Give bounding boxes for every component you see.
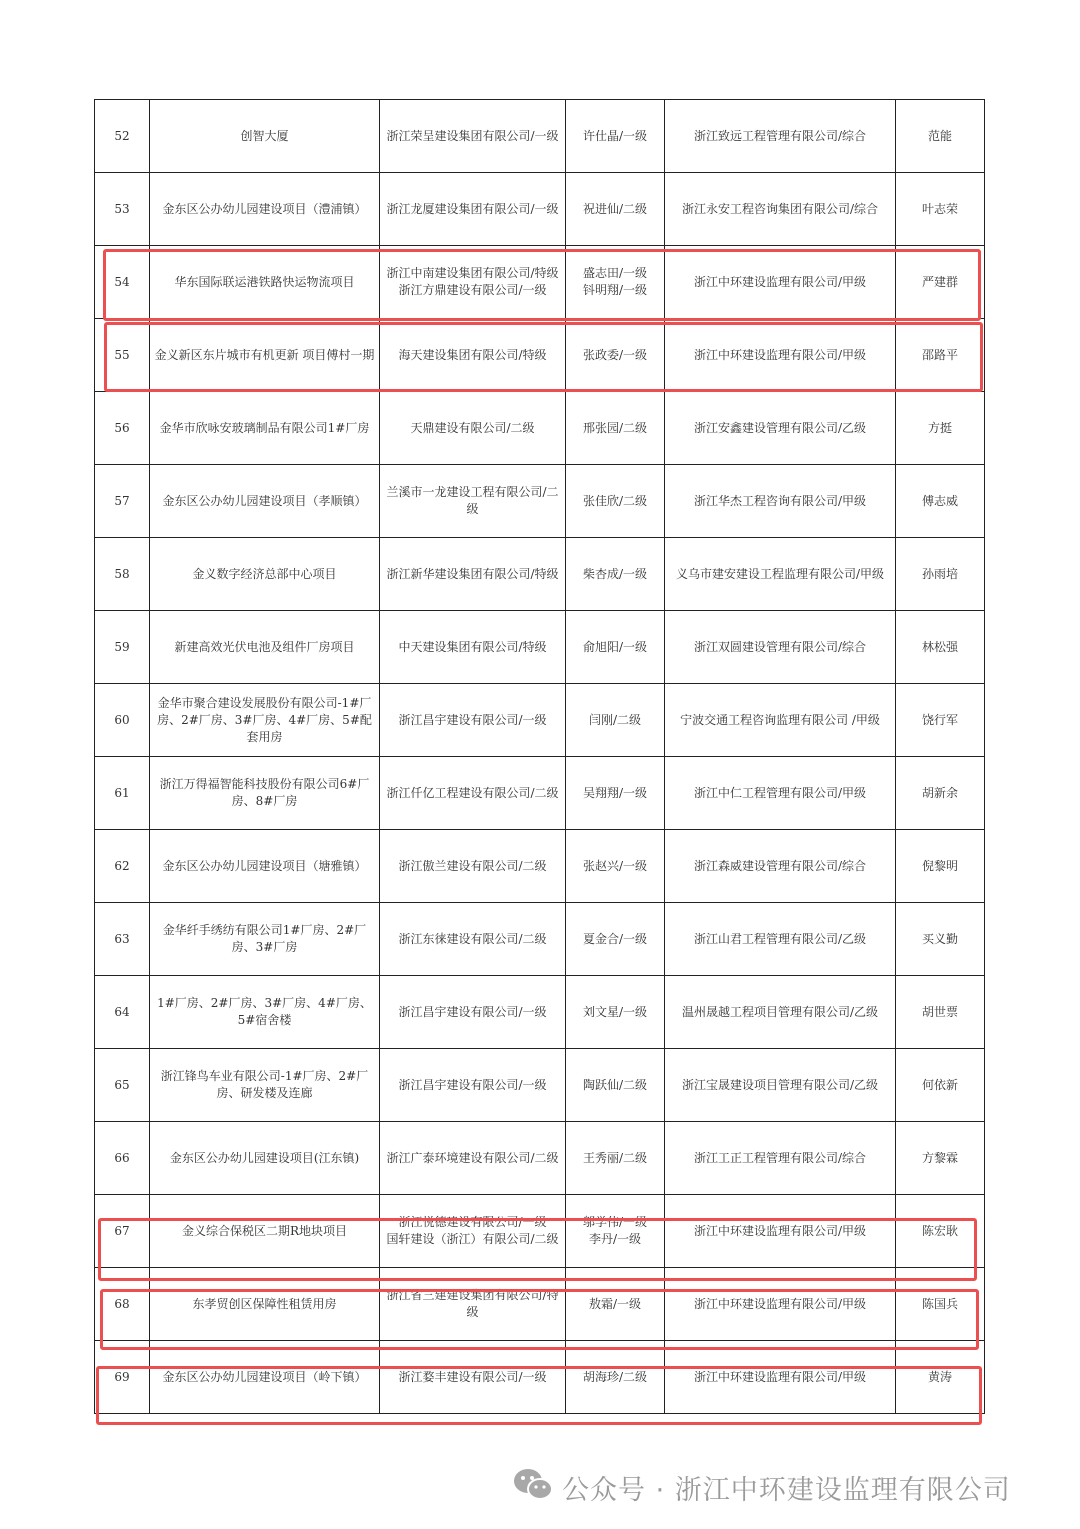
watermark <box>512 1466 1011 1509</box>
cell-contractor: 浙江昌宇建设有限公司/一级 <box>380 1049 566 1122</box>
cell-no: 53 <box>95 173 150 246</box>
cell-chief: 倪黎明 <box>896 830 985 903</box>
cell-contractor: 浙江荣呈建设集团有限公司/一级 <box>380 100 566 173</box>
cell-project: 金华纤手绣纺有限公司1#厂房、2#厂房、3#厂房 <box>150 903 380 976</box>
cell-contractor: 中天建设集团有限公司/特级 <box>380 611 566 684</box>
cell-manager: 闫刚/二级 <box>566 684 665 757</box>
cell-project: 东孝贸创区保障性租赁用房 <box>150 1268 380 1341</box>
cell-no: 61 <box>95 757 150 830</box>
cell-project: 金东区公办幼儿园建设项目（岭下镇） <box>150 1341 380 1414</box>
cell-project: 金东区公办幼儿园建设项目（孝顺镇） <box>150 465 380 538</box>
cell-supervisor: 浙江永安工程咨询集团有限公司/综合 <box>665 173 896 246</box>
cell-manager: 邢张园/二级 <box>566 392 665 465</box>
cell-supervisor: 宁波交通工程咨询监理有限公司 /甲级 <box>665 684 896 757</box>
cell-supervisor: 浙江山君工程管理有限公司/乙级 <box>665 903 896 976</box>
cell-project: 华东国际联运港铁路快运物流项目 <box>150 246 380 319</box>
cell-supervisor: 浙江中环建设监理有限公司/甲级 <box>665 1268 896 1341</box>
cell-no: 58 <box>95 538 150 611</box>
cell-manager: 许仕晶/一级 <box>566 100 665 173</box>
cell-no: 67 <box>95 1195 150 1268</box>
cell-supervisor: 浙江安鑫建设管理有限公司/乙级 <box>665 392 896 465</box>
cell-chief: 饶行军 <box>896 684 985 757</box>
table-row <box>95 1195 985 1268</box>
cell-no: 68 <box>95 1268 150 1341</box>
cell-manager: 张政委/一级 <box>566 319 665 392</box>
cell-manager: 俞旭阳/一级 <box>566 611 665 684</box>
cell-supervisor: 浙江宝晟建设项目管理有限公司/乙级 <box>665 1049 896 1122</box>
cell-project: 金华市聚合建设发展股份有限公司-1#厂房、2#厂房、3#厂房、4#厂房、5#配套用房 <box>150 684 380 757</box>
cell-supervisor: 浙江双圆建设管理有限公司/综合 <box>665 611 896 684</box>
table-row <box>95 392 985 465</box>
cell-supervisor: 浙江工正工程管理有限公司/综合 <box>665 1122 896 1195</box>
cell-chief: 黄涛 <box>896 1341 985 1414</box>
cell-no: 63 <box>95 903 150 976</box>
cell-contractor: 浙江龙厦建设集团有限公司/一级 <box>380 173 566 246</box>
cell-manager: 邬学伟/一级 李丹/一级 <box>566 1195 665 1268</box>
table-row <box>95 830 985 903</box>
cell-supervisor: 义乌市建安建设工程监理有限公司/甲级 <box>665 538 896 611</box>
cell-project: 新建高效光伏电池及组件厂房项目 <box>150 611 380 684</box>
cell-manager: 盛志田/一级 钭明翔/一级 <box>566 246 665 319</box>
cell-supervisor: 温州晟越工程项目管理有限公司/乙级 <box>665 976 896 1049</box>
cell-no: 57 <box>95 465 150 538</box>
cell-manager: 张佳欣/二级 <box>566 465 665 538</box>
cell-no: 65 <box>95 1049 150 1122</box>
cell-contractor: 浙江昌宇建设有限公司/一级 <box>380 684 566 757</box>
cell-no: 64 <box>95 976 150 1049</box>
wechat-icon <box>512 1466 554 1509</box>
cell-supervisor: 浙江森威建设管理有限公司/综合 <box>665 830 896 903</box>
watermark-text: 公众号 · 浙江中环建设监理有限公司 <box>562 1475 1011 1506</box>
table-row <box>95 100 985 173</box>
cell-no: 69 <box>95 1341 150 1414</box>
table-row <box>95 611 985 684</box>
cell-supervisor: 浙江中环建设监理有限公司/甲级 <box>665 1341 896 1414</box>
cell-supervisor: 浙江致远工程管理有限公司/综合 <box>665 100 896 173</box>
cell-chief: 严建群 <box>896 246 985 319</box>
table-row <box>95 1122 985 1195</box>
cell-no: 56 <box>95 392 150 465</box>
cell-contractor: 浙江傲兰建设有限公司/二级 <box>380 830 566 903</box>
cell-contractor: 浙江东徕建设有限公司/二级 <box>380 903 566 976</box>
table-row <box>95 538 985 611</box>
cell-project: 金义综合保税区二期R地块项目 <box>150 1195 380 1268</box>
cell-manager: 陶跃仙/二级 <box>566 1049 665 1122</box>
table-row <box>95 976 985 1049</box>
table-row <box>95 319 985 392</box>
cell-no: 62 <box>95 830 150 903</box>
cell-supervisor: 浙江中环建设监理有限公司/甲级 <box>665 1195 896 1268</box>
project-table <box>94 99 985 1414</box>
cell-chief: 买义勤 <box>896 903 985 976</box>
cell-chief: 范能 <box>896 100 985 173</box>
cell-contractor: 浙江仟亿工程建设有限公司/二级 <box>380 757 566 830</box>
cell-chief: 林松强 <box>896 611 985 684</box>
cell-contractor: 海天建设集团有限公司/特级 <box>380 319 566 392</box>
cell-no: 55 <box>95 319 150 392</box>
table-row <box>95 1268 985 1341</box>
table-row <box>95 1341 985 1414</box>
cell-contractor: 浙江省三建建设集团有限公司/特级 <box>380 1268 566 1341</box>
cell-chief: 陈国兵 <box>896 1268 985 1341</box>
cell-no: 60 <box>95 684 150 757</box>
cell-contractor: 兰溪市一龙建设工程有限公司/二级 <box>380 465 566 538</box>
table-row <box>95 757 985 830</box>
cell-project: 创智大厦 <box>150 100 380 173</box>
cell-no: 52 <box>95 100 150 173</box>
cell-manager: 敖霜/一级 <box>566 1268 665 1341</box>
cell-contractor: 天鼎建设有限公司/二级 <box>380 392 566 465</box>
cell-manager: 吴翔翔/一级 <box>566 757 665 830</box>
cell-no: 66 <box>95 1122 150 1195</box>
cell-manager: 张赵兴/一级 <box>566 830 665 903</box>
cell-manager: 刘文星/一级 <box>566 976 665 1049</box>
cell-project: 金东区公办幼儿园建设项目（塘雅镇） <box>150 830 380 903</box>
cell-chief: 孙雨培 <box>896 538 985 611</box>
cell-chief: 叶志荣 <box>896 173 985 246</box>
table-row <box>95 903 985 976</box>
cell-contractor: 浙江昌宇建设有限公司/一级 <box>380 976 566 1049</box>
cell-supervisor: 浙江中环建设监理有限公司/甲级 <box>665 246 896 319</box>
cell-manager: 夏金合/一级 <box>566 903 665 976</box>
cell-no: 59 <box>95 611 150 684</box>
cell-project: 金义数字经济总部中心项目 <box>150 538 380 611</box>
cell-contractor: 浙江婺丰建设有限公司/一级 <box>380 1341 566 1414</box>
cell-supervisor: 浙江华杰工程咨询有限公司/甲级 <box>665 465 896 538</box>
cell-project: 浙江万得福智能科技股份有限公司6#厂房、8#厂房 <box>150 757 380 830</box>
cell-manager: 胡海珍/二级 <box>566 1341 665 1414</box>
cell-contractor: 浙江新华建设集团有限公司/特级 <box>380 538 566 611</box>
cell-manager: 王秀丽/二级 <box>566 1122 665 1195</box>
cell-chief: 邵路平 <box>896 319 985 392</box>
cell-contractor: 浙江悦德建设有限公司/一级 国轩建设（浙江）有限公司/二级 <box>380 1195 566 1268</box>
cell-chief: 何依新 <box>896 1049 985 1122</box>
cell-manager: 柴杏成/一级 <box>566 538 665 611</box>
cell-project: 浙江锋鸟车业有限公司-1#厂房、2#厂房、研发楼及连廊 <box>150 1049 380 1122</box>
cell-project: 金义新区东片城市有机更新 项目傅村一期 <box>150 319 380 392</box>
cell-contractor: 浙江广泰环境建设有限公司/二级 <box>380 1122 566 1195</box>
table-row <box>95 246 985 319</box>
table-row <box>95 465 985 538</box>
cell-project: 1#厂房、2#厂房、3#厂房、4#厂房、5#宿舍楼 <box>150 976 380 1049</box>
cell-manager: 祝进仙/二级 <box>566 173 665 246</box>
table-row <box>95 684 985 757</box>
cell-chief: 傅志威 <box>896 465 985 538</box>
cell-no: 54 <box>95 246 150 319</box>
cell-chief: 胡新余 <box>896 757 985 830</box>
cell-chief: 陈宏耿 <box>896 1195 985 1268</box>
cell-project: 金华市欣咏安玻璃制品有限公司1#厂房 <box>150 392 380 465</box>
cell-chief: 胡世票 <box>896 976 985 1049</box>
cell-project: 金东区公办幼儿园建设项目(江东镇) <box>150 1122 380 1195</box>
cell-contractor: 浙江中南建设集团有限公司/特级 浙江方鼎建设有限公司/一级 <box>380 246 566 319</box>
cell-supervisor: 浙江中环建设监理有限公司/甲级 <box>665 319 896 392</box>
table-row <box>95 1049 985 1122</box>
cell-project: 金东区公办幼儿园建设项目（澧浦镇） <box>150 173 380 246</box>
table-row <box>95 173 985 246</box>
cell-chief: 方挺 <box>896 392 985 465</box>
cell-supervisor: 浙江中仁工程管理有限公司/甲级 <box>665 757 896 830</box>
cell-chief: 方黎霖 <box>896 1122 985 1195</box>
